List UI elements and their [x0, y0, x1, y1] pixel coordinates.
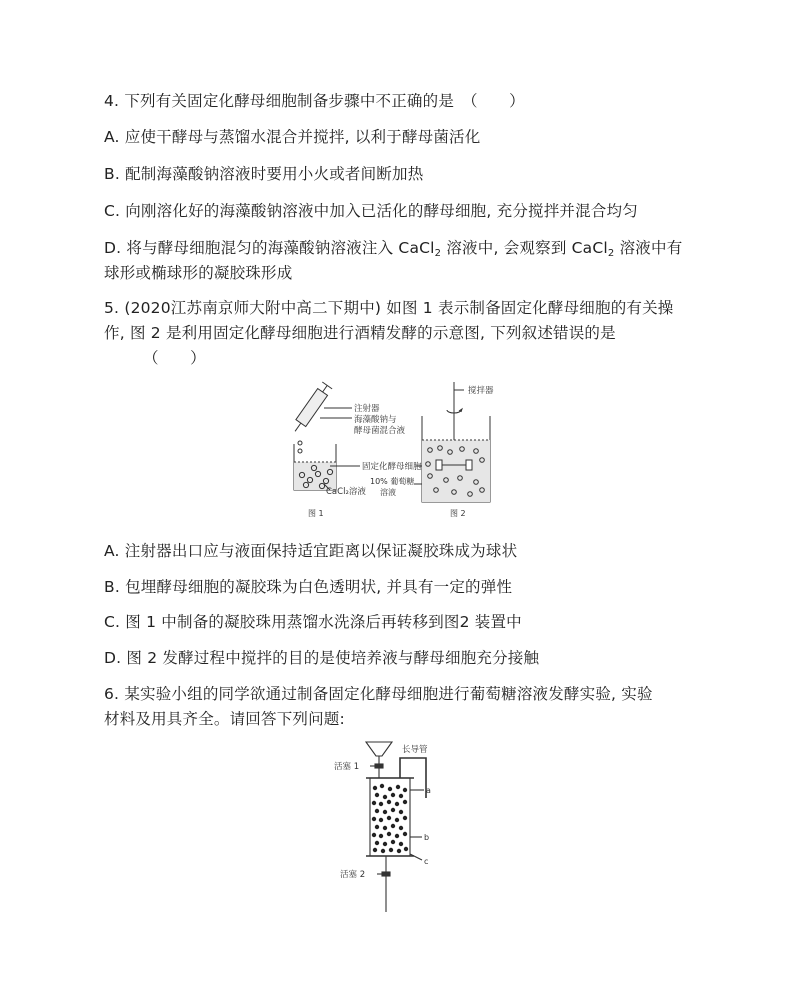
label-valve2: 活塞 2: [340, 870, 366, 880]
q4-d-sub2: 2: [607, 248, 615, 259]
q6-stem-line2: 材料及用具齐全。请回答下列问题:: [104, 710, 345, 728]
label-fig2: 图 2: [450, 509, 466, 518]
q5-option-b: B. 包埋酵母细胞的凝胶珠为白色透明状, 并具有一定的弹性: [104, 578, 513, 596]
q6-figure: [330, 738, 480, 918]
label-cacl2: CaCl₂溶液: [326, 487, 366, 497]
label-glucose2: 溶液: [380, 488, 396, 497]
q4-option-b: B. 配制海藻酸钠溶液时要用小火或者间断加热: [104, 165, 424, 183]
label-valve1: 活塞 1: [334, 762, 360, 772]
q4-option-d: [104, 236, 682, 259]
label-glucose1: 10% 葡萄糖: [370, 477, 415, 486]
label-fig1: 图 1: [308, 509, 324, 518]
label-long-tube: 长导管: [402, 745, 428, 755]
bead-pack: [372, 784, 408, 853]
label-mix2: 酵母菌混合液: [354, 426, 406, 436]
q5-option-c: C. 图 1 中制备的凝胶珠用蒸馏水洗涤后再转移到图2 装置中: [104, 613, 522, 631]
q5-figure: [290, 380, 530, 520]
q4-d-sub1: 2: [434, 248, 442, 259]
q4-option-d-line2: 球形或椭球形的凝胶珠形成: [104, 264, 293, 282]
q4-option-c: C. 向刚溶化好的海藻酸钠溶液中加入已活化的酵母细胞, 充分搅拌并混合均匀: [104, 202, 638, 220]
q4-option-a: A. 应使干酵母与蒸馏水混合并搅拌, 以利于酵母菌活化: [104, 128, 481, 146]
q5-answer-blank: （ ）: [143, 349, 206, 367]
q4-stem: 4. 下列有关固定化酵母细胞制备步骤中不正确的是 （ ）: [104, 92, 525, 110]
q4-d-text2: 溶液中, 会观察到 CaCl: [441, 239, 608, 257]
syringe-illustration: [290, 382, 360, 490]
fermenter-illustration: [414, 382, 490, 502]
q5-option-d: D. 图 2 发酵过程中搅拌的目的是使培养液与酵母细胞充分接触: [104, 649, 540, 667]
q5-option-a: A. 注射器出口应与液面保持适宜距离以保证凝胶珠成为球状: [104, 542, 518, 560]
q6-stem-line1: 6. 某实验小组的同学欲通过制备固定化酵母细胞进行葡萄糖溶液发酵实验, 实验: [104, 685, 653, 703]
label-beads: 固定化酵母细胞: [362, 462, 422, 472]
label-a: a: [426, 786, 431, 795]
label-stirrer: 搅拌器: [468, 386, 494, 396]
q5-stem-line2: 作, 图 2 是利用固定化酵母细胞进行酒精发酵的示意图, 下列叙述错误的是: [104, 324, 616, 342]
label-mix1: 海藻酸钠与: [354, 415, 397, 425]
label-syringe: 注射器: [354, 404, 380, 414]
label-c: c: [424, 857, 429, 866]
label-b: b: [424, 833, 430, 842]
q4-d-text1: D. 将与酵母细胞混匀的海藻酸钠溶液注入 CaCl: [104, 239, 435, 257]
q5-stem-line1: 5. (2020江苏南京师大附中高二下期中) 如图 1 表示制备固定化酵母细胞的有关操: [104, 299, 674, 317]
q4-d-text3: 溶液中有: [614, 239, 683, 257]
